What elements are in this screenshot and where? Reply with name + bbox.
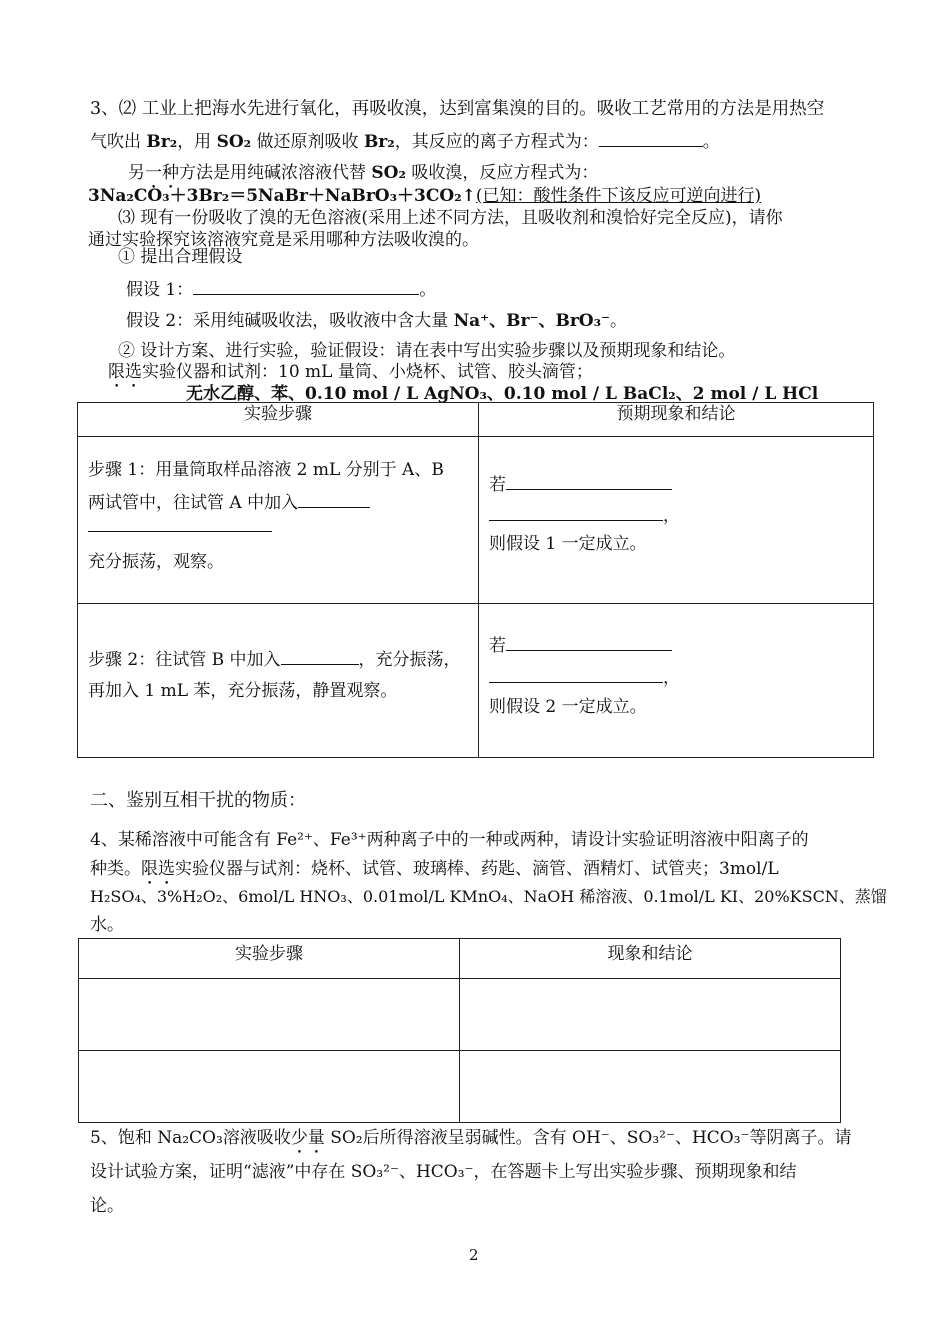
br2-formula-2: Br₂ — [363, 132, 395, 152]
q3-line10: ② 设计方案、进行实验，验证假设：请在表中写出实验步骤以及预期现象和结论。 — [118, 341, 736, 361]
row2-result-line3: 则假设 2 一定成立。 — [489, 697, 647, 717]
q4-line4: 水。 — [90, 915, 124, 935]
row1-step-line2-text: 两试管中，往试管 A 中加入 — [88, 493, 299, 513]
reagent-list: 无水乙醇、苯、0.10 mol / L AgNO₃、0.10 mol / L BaCl₂、2 mol / L HCl — [186, 384, 819, 404]
page-number: 2 — [469, 1246, 479, 1264]
row2-step-line2: 再加入 1 mL 苯，充分振荡，静置观察。 — [88, 681, 398, 701]
hyp2-text: 假设 2：采用纯碱吸收法，吸收液中含大量 — [126, 311, 454, 331]
table1-row1-result — [479, 437, 874, 604]
q3-line2-end: 。 — [702, 132, 720, 152]
q3-line11-text: 实验仪器和试剂：10 mL 量筒、小烧杯、试管、胶头滴管； — [142, 362, 593, 382]
br2-formula: Br₂ — [146, 132, 178, 152]
row2-result-blank-2[interactable] — [489, 666, 663, 683]
table2-row1-step[interactable] — [79, 979, 460, 1051]
hyp2-ions: Na⁺、Br⁻、BrO₃⁻ — [453, 311, 611, 331]
q3-line7: ① 提出合理假设 — [118, 247, 243, 267]
q5-line3: 论。 — [90, 1196, 124, 1216]
q3-line3-dot: 一种 — [145, 163, 179, 183]
reaction-equation: 3Na₂CO₃＋3Br₂＝5NaBr＋NaBrO₃＋3CO₂↑ — [88, 186, 476, 206]
q4-line2-a: 种类。 — [90, 859, 141, 879]
table1-header-result: 预期现象和结论 — [479, 403, 874, 437]
q4-line2 — [90, 858, 779, 889]
row1-step-blank-line[interactable] — [88, 515, 272, 538]
row2-result-if: 若 — [489, 636, 506, 656]
q5-line1-dot: 少量 — [290, 1128, 325, 1148]
q3-line11-dot: 限选 — [108, 362, 142, 382]
row2-step-line1 — [88, 648, 461, 671]
row2-result-comma: ， — [663, 668, 680, 688]
table1-row1-step — [78, 437, 479, 604]
row1-result-line3: 则假设 1 一定成立。 — [489, 534, 647, 554]
row1-step-line2 — [88, 491, 370, 514]
answer-blank-ionic-equation[interactable] — [599, 130, 703, 147]
so2-formula: SO₂ — [216, 132, 252, 152]
row1-result-line1 — [489, 473, 672, 496]
experiment-table-1 — [77, 402, 874, 758]
row1-result-blank-2[interactable] — [489, 504, 663, 521]
q5-line1 — [90, 1127, 852, 1158]
hyp2-end: 。 — [610, 311, 628, 331]
experiment-table-2 — [78, 938, 841, 1123]
q5-line2: 设计试验方案，证明“滤液”中存在 SO₃²⁻、HCO₃⁻，在答题卡上写出实验步骤、预期现象和结 — [90, 1162, 797, 1182]
equation-note: (已知：酸性条件下该反应可逆向进行) — [475, 186, 762, 206]
table2-row1-result[interactable] — [460, 979, 841, 1051]
so2-formula-3: SO₂ — [371, 163, 406, 183]
q3-line1: 3、⑵ 工业上把海水先进行氧化，再吸收溴，达到富集溴的目的。吸收工艺常用的方法是用热空 — [90, 99, 825, 119]
q3-line3-c: 吸收溴，反应方程式为： — [405, 163, 599, 183]
table2-row2-result[interactable] — [460, 1051, 841, 1123]
row2-step-text-2: ，充分振荡， — [358, 650, 461, 670]
q3-line5: ⑶ 现有一份吸收了溴的无色溶液(采用上述不同方法，且吸收剂和溴恰好完全反应)，请你 — [118, 208, 783, 228]
q3-line2-d: ，其反应的离子方程式为： — [394, 132, 599, 152]
q3-line2-a: 气吹出 — [90, 132, 147, 152]
row1-result-if: 若 — [489, 475, 506, 495]
row1-result-line2 — [489, 504, 680, 527]
q4-line3: H₂SO₄、3%H₂O₂、6mol/L HNO₃、0.01mol/L KMnO₄、NaOH 稀溶液、0.1mol/L KI、20%KSCN、蒸馏 — [90, 887, 887, 906]
row2-result-line1 — [489, 634, 672, 657]
table2-header-step: 实验步骤 — [79, 939, 460, 979]
table1-row2-step — [78, 604, 479, 758]
row1-step-line3: 充分振荡，观察。 — [88, 552, 224, 572]
row1-reagent-blank-2[interactable] — [88, 515, 272, 532]
row2-result-line2 — [489, 666, 680, 689]
hypothesis-2 — [126, 310, 627, 332]
row2-step-text: 步骤 2：往试管 B 中加入 — [88, 650, 281, 670]
q3-equation-line — [88, 185, 761, 207]
section-2-title: 二、鉴别互相干扰的物质： — [90, 790, 306, 811]
q5-line1-a: 5、饱和 Na₂CO₃溶液吸收 — [90, 1128, 291, 1148]
q3-line6: 通过实验探究该溶液究竟是采用哪种方法吸收溴的。 — [88, 230, 479, 250]
hyp1-label: 假设 1： — [126, 280, 194, 300]
row1-reagent-blank[interactable] — [298, 491, 370, 508]
q3-line2-c: 做还原剂吸收 — [251, 132, 364, 152]
table1-row2-result — [479, 604, 874, 758]
hypothesis-1 — [126, 278, 436, 301]
row2-reagent-blank[interactable] — [281, 648, 359, 665]
table2-header-result: 现象和结论 — [460, 939, 841, 979]
q3-line2-b: ，用 — [177, 132, 217, 152]
hypothesis-1-blank[interactable] — [193, 278, 419, 295]
q4-line2-dot: 限选 — [141, 859, 175, 879]
q4-line1: 4、某稀溶液中可能含有 Fe²⁺、Fe³⁺两种离子中的一种或两种，请设计实验证明溶液中阳离子的 — [90, 830, 809, 850]
row1-result-comma: ， — [663, 506, 680, 526]
q3-line2 — [90, 130, 720, 153]
row1-step-line1: 步骤 1：用量筒取样品溶液 2 mL 分别于 A、B — [88, 460, 444, 480]
q5-line1-b: SO₂后所得溶液呈弱碱性。含有 OH⁻、SO₃²⁻、HCO₃⁻等阴离子。请 — [324, 1128, 852, 1148]
q3-line3-a: 另 — [128, 163, 145, 183]
row2-result-blank[interactable] — [506, 634, 672, 651]
table2-row2-step[interactable] — [79, 1051, 460, 1123]
q3-line3-b: 方法是用纯碱浓溶液代替 — [179, 163, 372, 183]
table1-header-step: 实验步骤 — [78, 403, 479, 437]
q4-line2-b: 实验仪器与试剂：烧杯、试管、玻璃棒、药匙、滴管、酒精灯、试管夹；3mol/L — [175, 859, 779, 879]
hyp1-end: 。 — [419, 280, 437, 300]
row1-result-blank[interactable] — [506, 473, 672, 490]
